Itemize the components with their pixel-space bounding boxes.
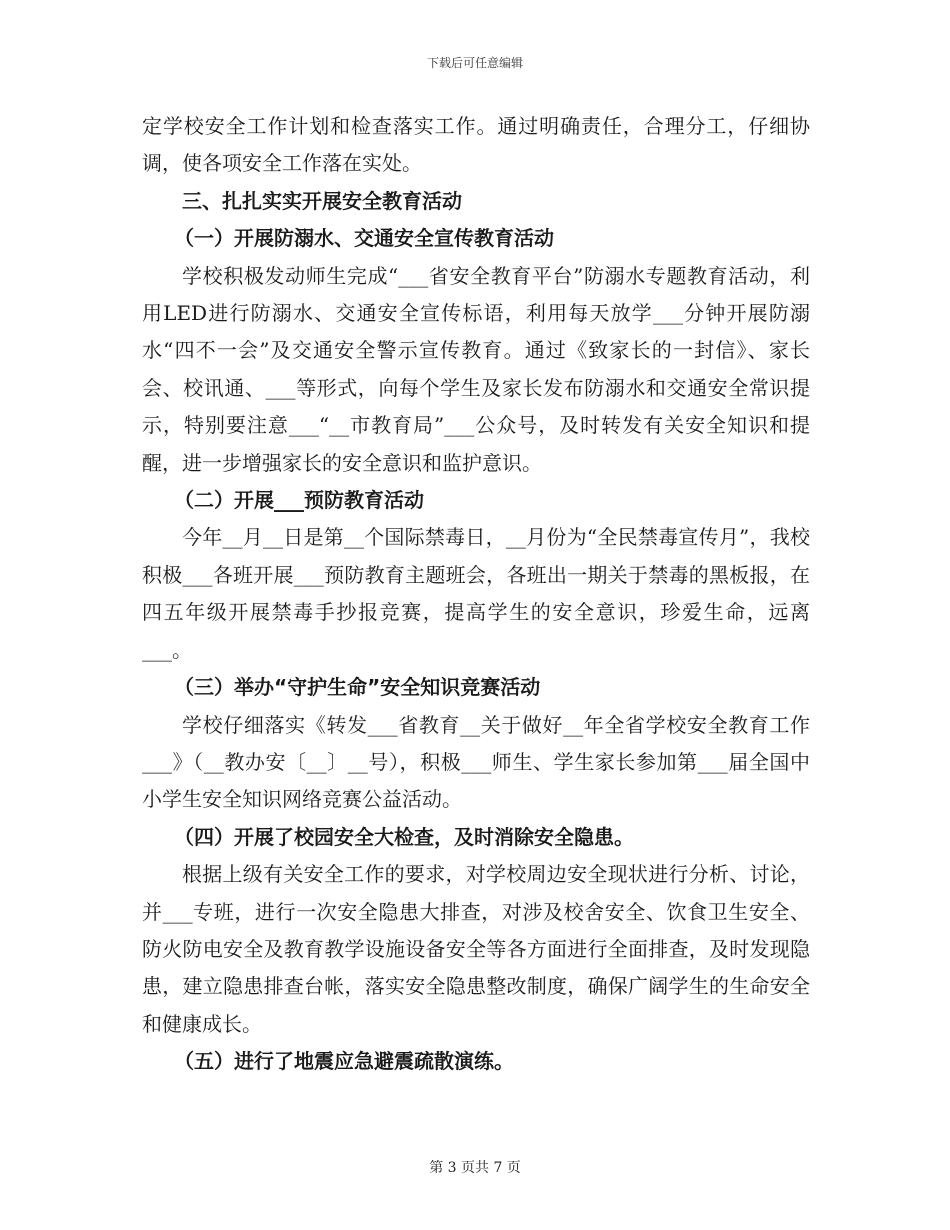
paragraph-2: 今年__月__日是第__个国际禁毒日，__月份为“全民禁毒宣传月”，我校积极___各班开展___预防教育主题班会，各班出一期关于禁毒的黑板报，在四五年级开展禁毒手抄报竞赛，提高学生的安全意识，珍爱生命，远离___。	[142, 525, 810, 662]
section-heading-3: 三、扎扎实实开展安全教育活动	[182, 188, 462, 213]
paragraph-1: 学校积极发动师生完成“___省安全教育平台”防溺水专题教育活动，利用LED进行防溺水、交通安全宣传标语，利用每天放学___分钟开展防溺水“四不一会”及交通安全警示宣传教育。通过《致家长的一封信》、家长会、校讯通、___等形式，向每个学生及家长发布防溺水和交通安全常识提示，特别要注意___“__市教育局”___公众号，及时转发有关安全知识和提醒，进一步增强家长的安全意识和监护意识。	[142, 263, 810, 475]
subheading-1: （一）开展防溺水、交通安全宣传教育活动	[174, 226, 554, 251]
subheading-4: （四）开展了校园安全大检查，及时消除安全隐患。	[174, 824, 634, 849]
page-header: 下载后可任意编辑	[426, 56, 523, 70]
subheading-3: （三）举办“守护生命”安全知识竞赛活动	[174, 675, 541, 700]
page-footer: 第 3 页共 7 页	[429, 1160, 521, 1176]
paragraph-continued: 定学校安全工作计划和检查落实工作。通过明确责任，合理分工，仔细协调，使各项安全工作落在实处。	[142, 114, 810, 176]
subheading-2: （二）开展___预防教育活动	[174, 488, 424, 513]
paragraph-4: 根据上级有关安全工作的要求，对学校周边安全现状进行分析、讨论，并___专班，进行一次安全隐患大排查，对涉及校舍安全、饮食卫生安全、防火防电安全及教育教学设施设备安全等各方面进行全面排查，及时发现隐患，建立隐患排查台帐，落实安全隐患整改制度，确保广阔学生的生命安全和健康成长。	[142, 862, 810, 1036]
document-body	[142, 108, 810, 1081]
subheading-5: （五）进行了地震应急避震疏散演练。	[174, 1049, 514, 1074]
paragraph-3: 学校仔细落实《转发___省教育__关于做好__年全省学校安全教育工作___》（__教办安〔__〕__号），积极___师生、学生家长参加第___届全国中小学生安全知识网络竞赛公益活动。	[142, 712, 810, 812]
